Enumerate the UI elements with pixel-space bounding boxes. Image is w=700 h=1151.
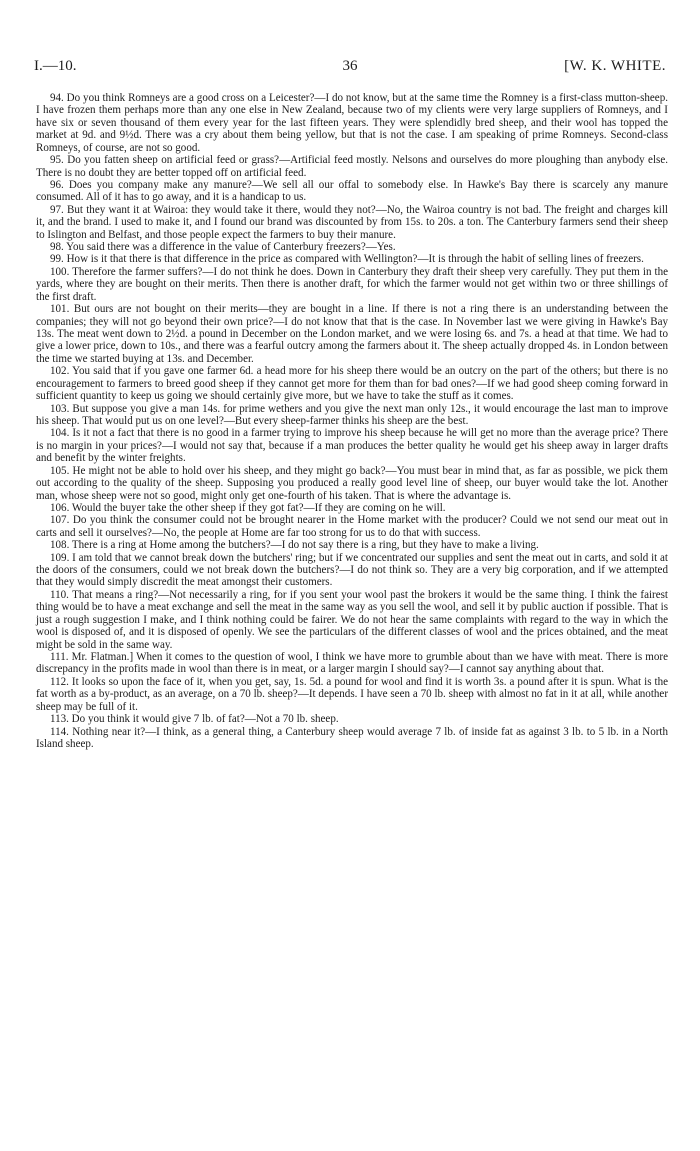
- question-110: 110. That means a ring?—Not necessarily a ring, for if you sent your wool past the brokers it would be the same thing. I think the fairest thing would be to have a meat exchange and sell the meat in the same way as you sell the wool, and sell it by public auction if possible. That is just a rough suggestion I make, and I think nothing could be fairer. We do not hear the same complaints with regard to the way in which the wool is disposed of, and it is disposed of openly. We see the particulars of the different classes of wool and the prices obtained, and the meat might be sold in the same way.: [36, 588, 668, 651]
- question-103: 103. But suppose you give a man 14s. for prime wethers and you give the next man only 12s., it would encourage the last man to improve his sheep. That would put us on one level?—But every sheep-farmer thinks his sheep are the best.: [36, 402, 668, 427]
- question-98: 98. You said there was a difference in the value of Canterbury freezers?—Yes.: [50, 241, 396, 254]
- question-95: 95. Do you fatten sheep on artificial feed or grass?—Artificial feed mostly. Nelsons and ourselves do more ploughing than anybody else. There is no doubt they are better topped off on artificial feed.: [36, 154, 668, 179]
- witness-name: [W. K. WHITE.: [564, 58, 666, 74]
- question-100: 100. Therefore the farmer suffers?—I do not think he does. Down in Canterbury they draft their sheep very carefully. They put them in the yards, where they are bought on their merits. Then there is another draft, for which the farmer would not get within two or three shillings of the first draft.: [36, 265, 668, 303]
- question-101: 101. But ours are not bought on their merits—they are bought in a line. If there is not a ring there is an understanding between the companies; they will not go beyond their own price?—I do not know that that is the case. In November last we were giving in Hawke's Bay 13s. The meat went down to 2½d. a pound in December on the London market, and we were losing 6s. and 7s. a head at that time. We had to give a lower price, down to 10s., and there was a fearful outcry among the farmers about it. The sheep actually dropped 4s. in London between the time we started buying at 13s. and December.: [36, 303, 668, 365]
- question-94: 94. Do you think Romneys are a good cross on a Leicester?—I do not know, but at the same time the Romney is a first-class mutton-sheep. I have frozen them perhaps more than any one else in New Zealand, because two of my clients were very large suppliers of Romneys, and I have six or seven thousand of them every year for the last fifteen years. They were splendidly bred sheep, and their wool has topped the market at 9d. and 9½d. There was a cry about them being yellow, but that is not the case. I am speaking of prime Romneys. Second-class Romneys, of course, are not so good.: [36, 92, 668, 154]
- testimony-text: [36, 92, 668, 750]
- question-111: 111. Mr. Flatman.] When it comes to the question of wool, I think we have more to grumble about than we have with meat. There is more discrepancy in the profits made in wool than there is in meat, or a larger margin I should say?—I cannot say anything about that.: [36, 650, 668, 676]
- document-reference: I.—10.: [34, 58, 77, 74]
- question-108: 108. There is a ring at Home among the butchers?—I do not say there is a ring, but they have to make a living.: [50, 539, 539, 552]
- question-99: 99. How is it that there is that difference in the price as compared with Wellington?—It is through the habit of selling lines of freezers.: [50, 253, 644, 266]
- question-114: 114. Nothing near it?—I think, as a general thing, a Canterbury sheep would average 7 lb. of inside fat as against 3 lb. to 5 lb. in a North Island sheep.: [36, 725, 668, 750]
- page-header: [34, 58, 666, 80]
- question-109: 109. I am told that we cannot break down the butchers' ring; but if we concentrated our supplies and sent the meat out in carts, and sold it at the doors of the consumers, could we not break down the butchers?—I do not think so. They are a very big corporation, and if we attempted that they would simply discredit the meat amongst their customers.: [36, 551, 668, 589]
- question-105: 105. He might not be able to hold over his sheep, and they might go back?—You must bear in mind that, as far as possible, we pick them out according to the quality of the sheep. Supposing you produced a really good level line of sheep, our buyer would take the lot. Another man, whose sheep were not so good, might only get one-fourth of his taken. That is where the advantage is.: [36, 464, 668, 502]
- question-113: 113. Do you think it would give 7 lb. of fat?—Not a 70 lb. sheep.: [50, 713, 339, 726]
- question-104: 104. Is it not a fact that there is no good in a farmer trying to improve his sheep because he will get no more than the average price? There is no margin in your prices?—I would not say that, because if a man produces the better quality he would get his sheep away in larger drafts and benefit by the winter freights.: [36, 427, 668, 465]
- question-107: 107. Do you think the consumer could not be brought nearer in the Home market with the producer? Could we not send our meat out in carts and sell it ourselves?—No, the people at Home are far too strong for us to do that with success.: [36, 514, 668, 539]
- page-number: 36: [342, 58, 358, 74]
- question-106: 106. Would the buyer take the other sheep if they got fat?—If they are coming on he will.: [50, 501, 446, 514]
- question-102: 102. You said that if you gave one farmer 6d. a head more for his sheep there would be an outcry on the part of the others; but there is no encouragement to farmers to breed good sheep if they cannot get more for them than for bad ones?—If we had good sheep coming forward in sufficient quantity to keep us going we should certainly give more, but we have to take the stuff as it comes.: [36, 365, 668, 403]
- question-112: 112. It looks so upon the face of it, when you get, say, 1s. 5d. a pound for wool and find it is worth 3s. a pound after it is spun. What is the fat worth as a by-product, as an average, on a 70 lb. sheep?—It depends. I have seen a 70 lb. sheep with almost no fat in it at all, while another sheep may be full of it.: [36, 675, 668, 713]
- question-96: 96. Does you company make any manure?—We sell all our offal to somebody else. In Hawke's Bay there is scarcely any manure consumed. All of it has to go away, and it is a handicap to us.: [36, 178, 668, 204]
- question-97: 97. But they want it at Wairoa: they would take it there, would they not?—No, the Wairoa country is not bad. The freight and charges kill it, and the brand. I used to make it, and I found our brand was discounted by from 15s. to 20s. a ton. The Canterbury farmers send their sheep to Islington and Belfast, and those people expect the farmers to buy their manure.: [36, 203, 668, 241]
